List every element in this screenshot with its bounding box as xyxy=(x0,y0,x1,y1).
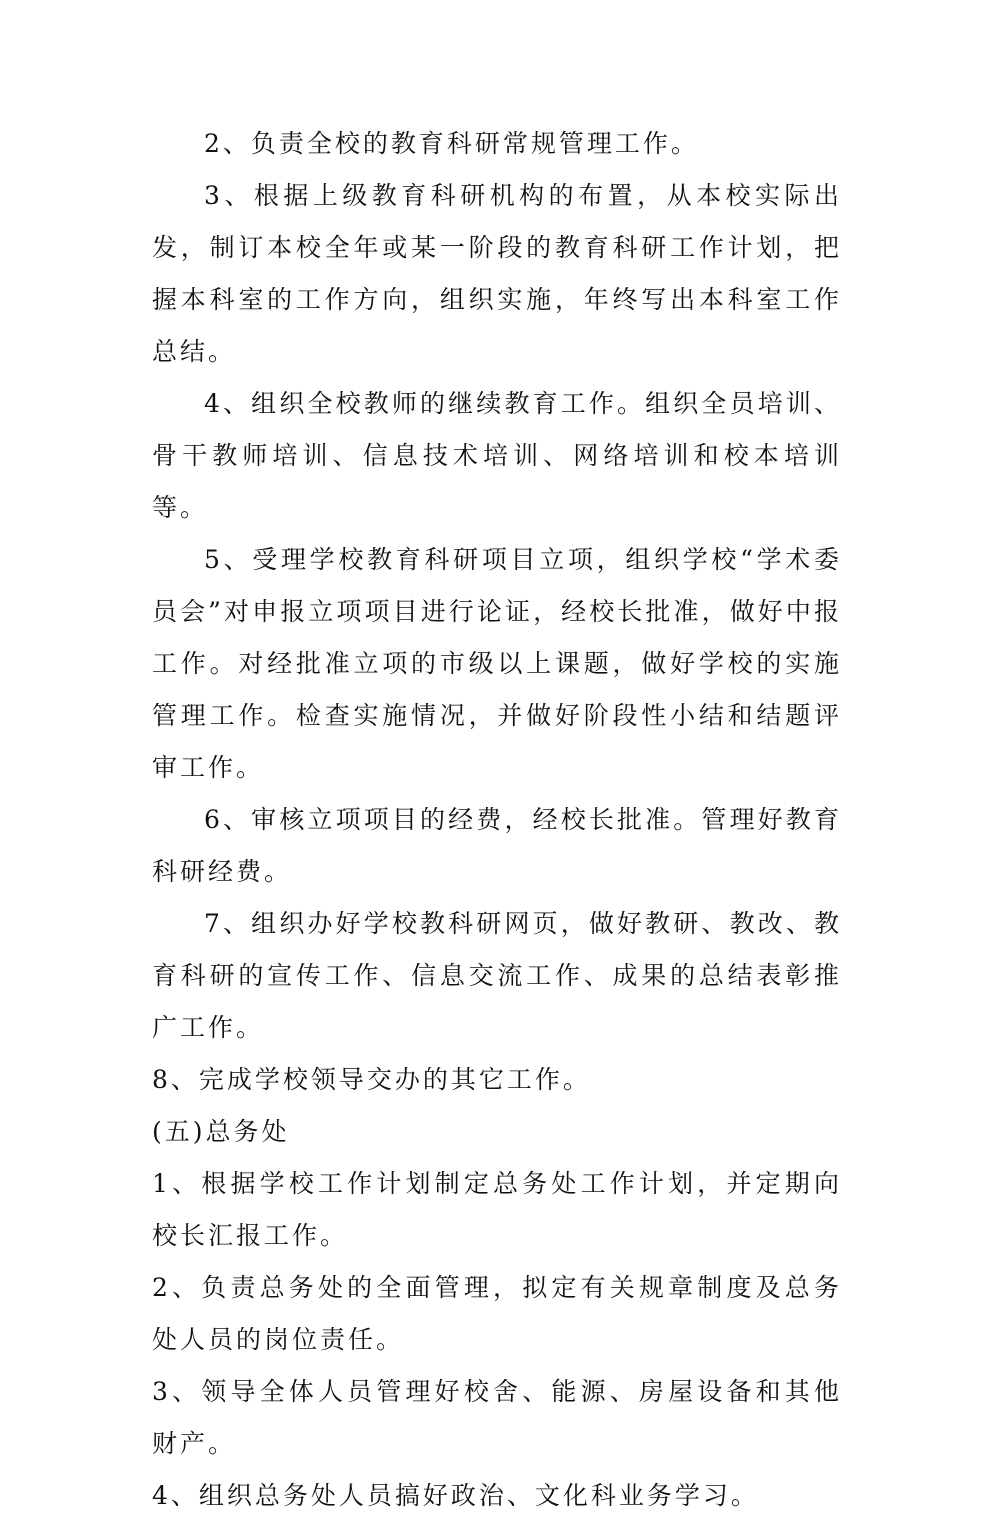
paragraph-teacher-training: 4、组织全校教师的继续教育工作。组织全员培训、骨干教师培训、信息技术培训、网络培训和校本培训等。 xyxy=(152,389,842,522)
paragraph-project-funds: 6、审核立项项目的经费，经校长批准。管理好教育科研经费。 xyxy=(152,805,842,886)
paragraph-project-approval: 5、受理学校教育科研项目立项，组织学校“学术委员会”对申报立项项目进行论证，经校长批准，做好中报工作。对经批准立项的市级以上课题，做好学校的实施管理工作。检查实施情况，并做好阶段性小结和结题评审工作。 xyxy=(152,545,842,782)
paragraph-affairs-plan: 1、根据学校工作计划制定总务处工作计划，并定期向校长汇报工作。 xyxy=(152,1169,842,1250)
paragraph-staff-study: 4、组织总务处人员搞好政治、文化科业务学习。 xyxy=(152,1481,759,1510)
document-body xyxy=(152,118,842,1522)
section-heading-general-affairs: (五)总务处 xyxy=(152,1117,290,1146)
paragraph-research-webpage: 7、组织办好学校教科研网页，做好教研、教改、教育科研的宣传工作、信息交流工作、成果的总结表彰推广工作。 xyxy=(152,909,842,1042)
paragraph-research-plan: 3、根据上级教育科研机构的布置，从本校实际出发，制订本校全年或某一阶段的教育科研工作计划，把握本科室的工作方向，组织实施，年终写出本科室工作总结。 xyxy=(152,181,842,366)
paragraph-other-tasks: 8、完成学校领导交办的其它工作。 xyxy=(152,1065,591,1094)
paragraph-property-management: 3、领导全体人员管理好校舍、能源、房屋设备和其他财产。 xyxy=(152,1377,842,1458)
paragraph-research-routine: 2、负责全校的教育科研常规管理工作。 xyxy=(204,129,699,158)
paragraph-affairs-management: 2、负责总务处的全面管理，拟定有关规章制度及总务处人员的岗位责任。 xyxy=(152,1273,842,1354)
